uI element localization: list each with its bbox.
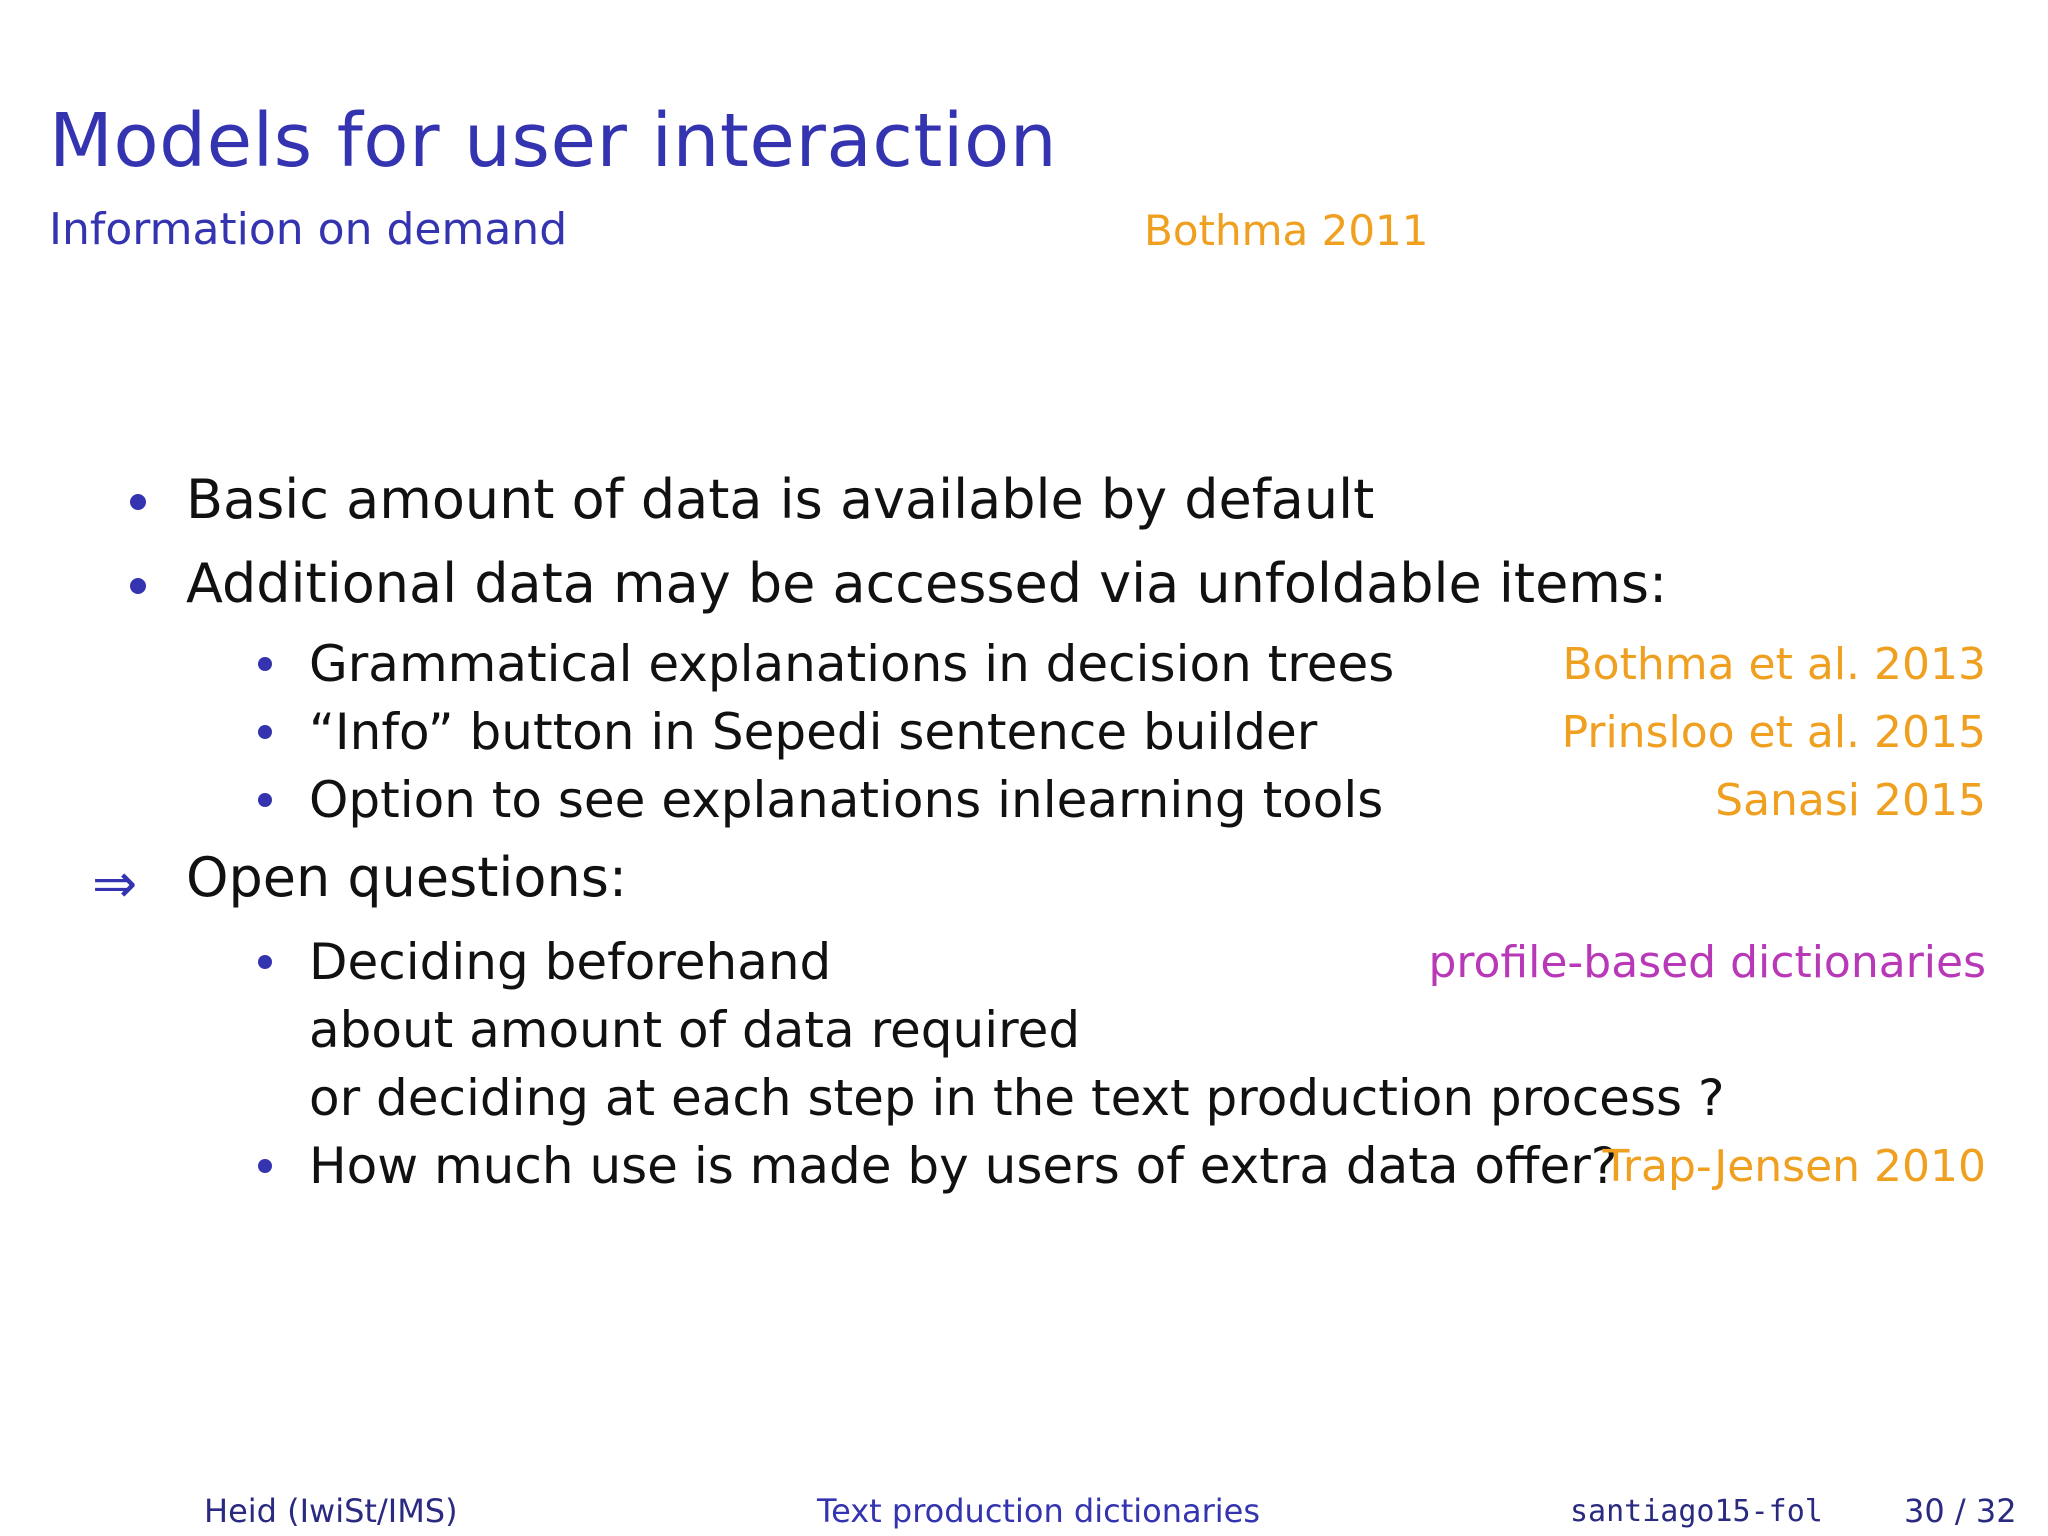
question-deciding-line3: or deciding at each step in the text production process ? bbox=[309, 1069, 1725, 1127]
footer-slide-code: santiago15-fol bbox=[1570, 1494, 1823, 1529]
subitem-info-button: “Info” button in Sepedi sentence builder bbox=[309, 703, 1318, 761]
subbullet-dot bbox=[258, 793, 272, 807]
subitem-grammatical: Grammatical explanations in decision trees bbox=[309, 635, 1395, 693]
bullet-dot bbox=[130, 494, 146, 510]
subtitle-citation: Bothma 2011 bbox=[1144, 206, 1429, 255]
subbullet-dot bbox=[258, 955, 272, 969]
bullet-basic-data: Basic amount of data is available by default bbox=[186, 468, 1375, 531]
subitem-option-explanations: Option to see explanations inlearning tools bbox=[309, 771, 1384, 829]
question-extra-data-use: How much use is made by users of extra data offer? bbox=[309, 1137, 1618, 1195]
citation-trap-jensen-2010: Trap-Jensen 2010 bbox=[1602, 1141, 1986, 1192]
footer-page-number: 30 / 32 bbox=[1904, 1492, 2017, 1530]
open-questions-label: Open questions: bbox=[186, 846, 628, 909]
subbullet-dot bbox=[258, 657, 272, 671]
footer-title: Text production dictionaries bbox=[817, 1492, 1260, 1530]
citation-bothma-2013: Bothma et al. 2013 bbox=[1562, 639, 1986, 690]
question-deciding-line1: Deciding beforehand bbox=[309, 933, 832, 991]
subbullet-dot bbox=[258, 1159, 272, 1173]
concept-profile-based-dictionaries: profile-based dictionaries bbox=[1428, 937, 1986, 988]
bullet-additional-data: Additional data may be accessed via unfoldable items: bbox=[186, 552, 1668, 615]
slide-subtitle: Information on demand bbox=[49, 204, 568, 255]
question-deciding-line2: about amount of data required bbox=[309, 1001, 1081, 1059]
subbullet-dot bbox=[258, 725, 272, 739]
footer-author: Heid (IwiSt/IMS) bbox=[204, 1492, 458, 1530]
bullet-dot bbox=[130, 578, 146, 594]
citation-prinsloo-2015: Prinsloo et al. 2015 bbox=[1561, 707, 1986, 758]
slide-title: Models for user interaction bbox=[49, 98, 1058, 184]
citation-sanasi-2015: Sanasi 2015 bbox=[1715, 775, 1986, 826]
implies-arrow: ⇒ bbox=[92, 852, 138, 915]
